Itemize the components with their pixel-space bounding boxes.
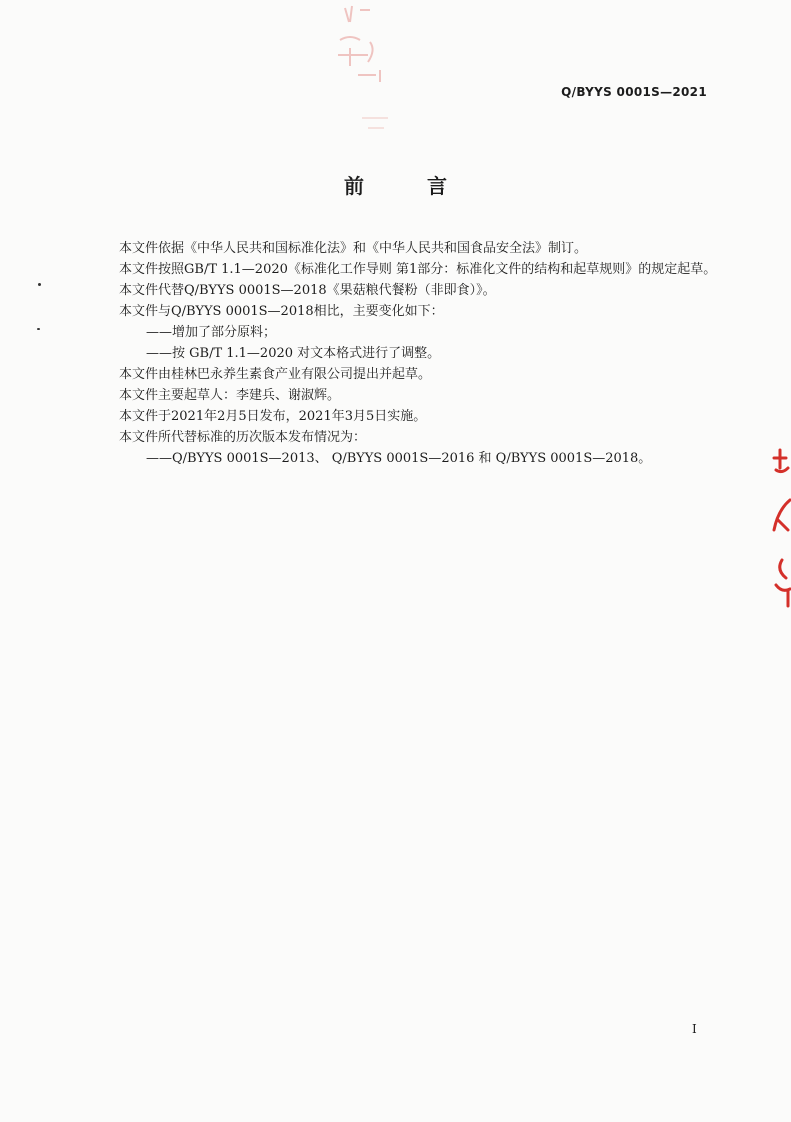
change-item: ——增加了部分原料； <box>146 325 277 340</box>
history-item: ——Q/BYYS 0001S—2013、 Q/BYYS 0001S—2016 和 Q/BYYS 0001S—2018。 <box>146 451 652 466</box>
document-code: Q/BYYS 0001S—2021 <box>561 85 707 99</box>
page-title: 前 言 <box>344 174 475 198</box>
change-item: ——按 GB/T 1.1—2020 对文本格式进行了调整。 <box>146 346 441 361</box>
paragraph-proposer: 本文件由桂林巴永养生素食产业有限公司提出并起草。 <box>119 367 432 382</box>
paragraph-history-intro: 本文件所代替标准的历次版本发布情况为： <box>119 430 367 445</box>
paragraph-drafting-rules: 本文件按照GB/T 1.1—2020《标准化工作导则 第1部分：标准化文件的结构和起草规则》的规定起草。 <box>119 262 717 277</box>
stamp-remnant-top <box>300 0 420 140</box>
paragraph-drafters: 本文件主要起草人：李建兵、谢淑辉。 <box>119 388 341 403</box>
scan-speck <box>38 283 41 286</box>
foreword-body <box>93 238 723 469</box>
scan-speck <box>37 328 40 330</box>
paragraph-basis: 本文件依据《中华人民共和国标准化法》和《中华人民共和国食品安全法》制订。 <box>119 241 588 256</box>
paragraph-changes-intro: 本文件与Q/BYYS 0001S—2018相比，主要变化如下： <box>119 304 444 319</box>
paragraph-dates: 本文件于2021年2月5日发布，2021年3月5日实施。 <box>119 409 427 424</box>
stamp-fragment-right <box>768 440 791 610</box>
paragraph-replaces: 本文件代替Q/BYYS 0001S—2018《果菇粮代餐粉（非即食）》。 <box>119 283 496 298</box>
page-number: I <box>692 1022 697 1036</box>
